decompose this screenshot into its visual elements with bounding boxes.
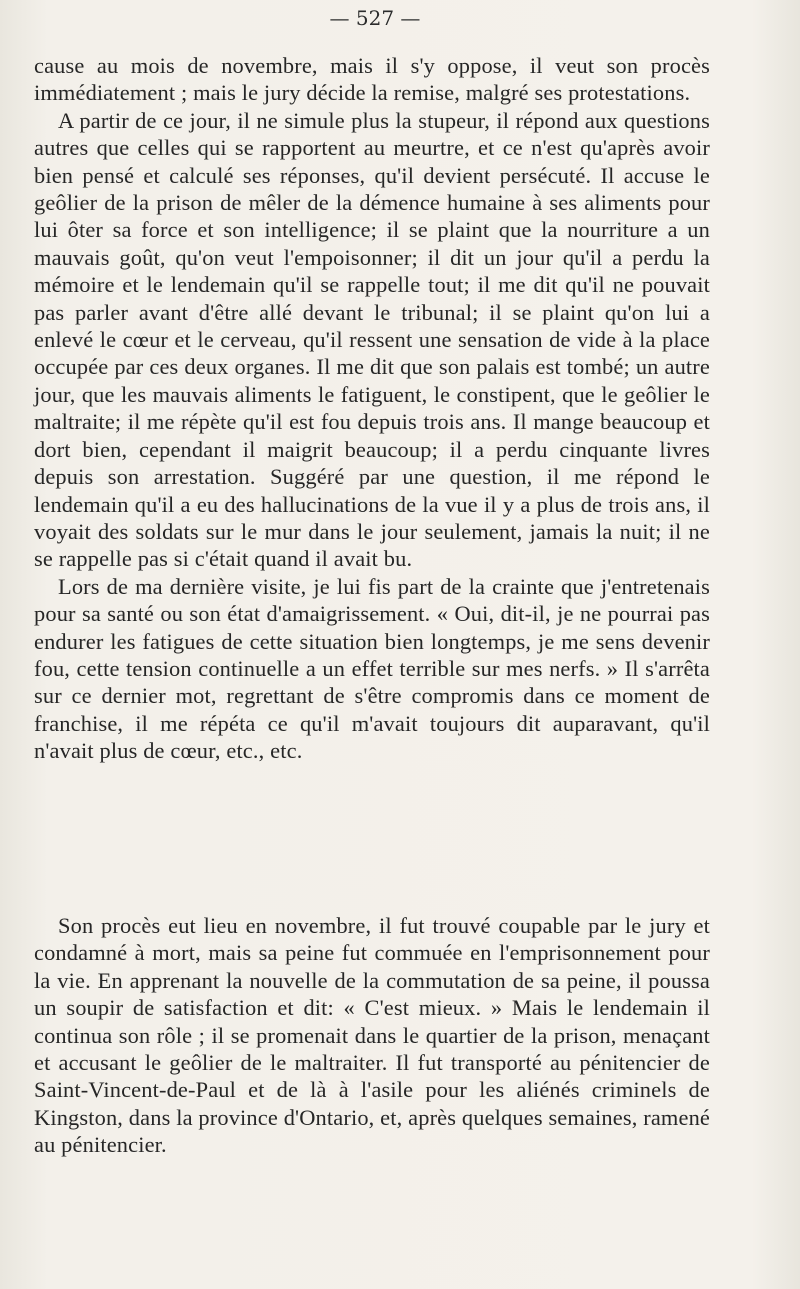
paragraph-last-visit: Lors de ma dernière visite, je lui fis part de la crainte que j'entretenais pour sa santé ou son état d'amaigrissement. « Oui, dit-il, je ne pourrai pas endurer les fatigues de cette situation bien longtemps, je me sens devenir fou, cette tension continuelle a un effet terrible sur mes nerfs. » Il s'arrêta sur ce dernier mot, regrettant de s'être compromis dans ce moment de franchise, il me répéta ce qu'il m'avait toujours dit auparavant, qu'il n'avait plus de cœur, etc., etc. xyxy=(34,573,710,764)
paragraph-trial: Son procès eut lieu en novembre, il fut trouvé coupable par le jury et condamné à mort, mais sa peine fut commuée en l'emprisonnement pour la vie. En apprenant la nouvelle de la commutation de sa peine, il poussa un soupir de satisfaction et dit: « C'est mieux. » Mais le lendemain il continua son rôle ; il se promenait dans le quartier de la prison, menaçant et accusant le geôlier de le maltraiter. Il fut transporté au pénitencier de Saint-Vincent-de-Paul et de là à l'asile pour les aliénés criminels de Kingston, dans la province d'Ontario, et, après quelques semaines, ramené au pénitencier. xyxy=(34,913,710,1158)
paragraph-persecution: A partir de ce jour, il ne simule plus la stupeur, il répond aux questions autres que celles qui se rapportent au meurtre, et ce n'est qu'après avoir bien pensé et calculé ses réponses, qu'il devient persécuté. Il accuse le geôlier de la prison de mêler de la démence humaine à ses aliments pour lui ôter sa force et son intelligence; il se plaint que la nourriture a un mauvais goût, qu'on veut l'empoisonner; il dit un jour qu'il a perdu la mémoire et le lendemain qu'il se rappelle tout; il me dit qu'il ne pouvait pas parler avant d'être allé devant le tribunal; il se plaint qu'on lui a enlevé le cœur et le cerveau, qu'il ressent une sensation de vide à la place occupée par ces deux organes. Il me dit que son palais est tombé; un autre jour, que les mauvais aliments le fatiguent, le constipent, que le geôlier le maltraite; il me répète qu'il est fou depuis trois ans. Il mange beaucoup et dort bien, cependant il maigrit beaucoup; il a perdu cinquante livres depuis son arrestation. Suggéré par une question, il me répond le lendemain qu'il a eu des hallucinations de la vue il y a plus de trois ans, il voyait des soldats sur le mur dans le jour seulement, jamais la nuit; il ne se rappelle pas si c'était quand il avait bu. xyxy=(34,107,710,572)
paragraph-continuation: cause au mois de novembre, mais il s'y oppose, il veut son procès immédiatement ; mais le jury décide la remise, malgré ses protestations. xyxy=(34,53,710,106)
body-text-lower xyxy=(34,912,710,1159)
body-text-upper xyxy=(34,52,710,765)
page-number: — 527 — xyxy=(329,6,421,30)
